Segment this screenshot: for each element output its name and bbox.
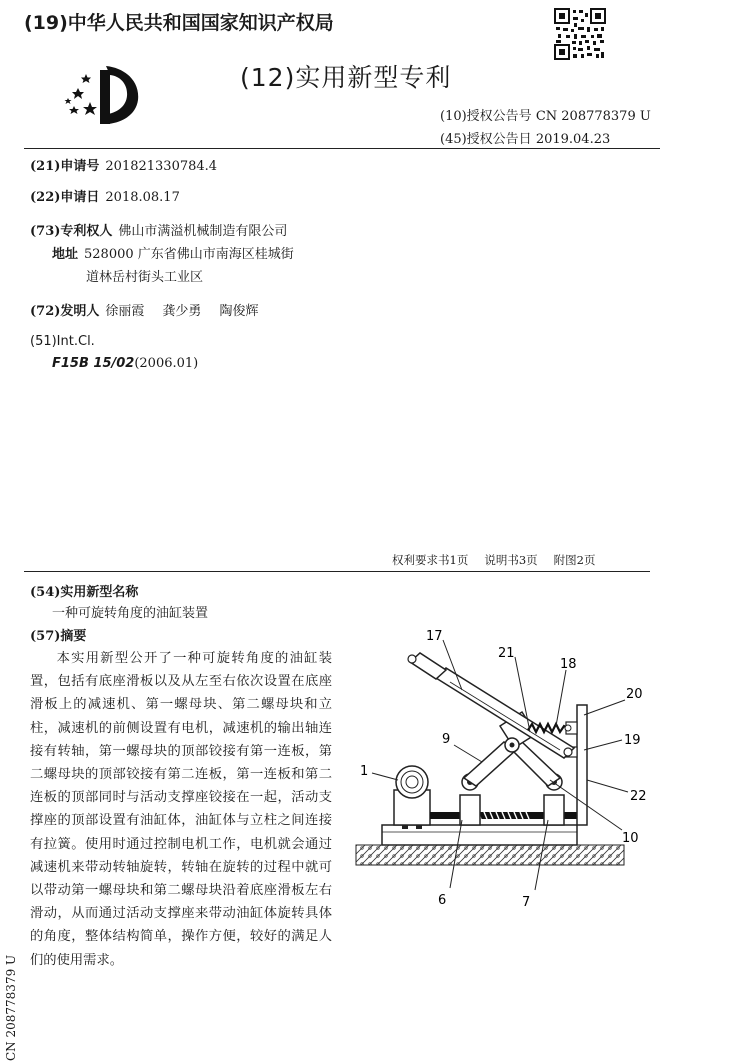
inventors	[30, 300, 258, 319]
label-19: 19	[624, 733, 641, 748]
label-20: 20	[626, 687, 643, 702]
int-cl-code-value: F15B 15/02	[52, 356, 135, 371]
upright-column	[577, 705, 587, 825]
side-text: CN 208778379 U	[4, 954, 18, 1061]
label-1: 1	[360, 764, 369, 779]
app-date-value: 2018.08.17	[105, 190, 180, 205]
inventor-1: 徐丽霞	[105, 304, 145, 319]
page-counts	[392, 552, 611, 568]
application-date	[30, 186, 180, 205]
drawing-pages: 附图2页	[553, 553, 596, 567]
label-18: 18	[560, 657, 577, 672]
inventor-label: (72)发明人	[30, 304, 100, 319]
section-57-label: (57)摘要	[30, 629, 87, 644]
page-count-divider	[24, 571, 650, 572]
app-no-value: 201821330784.4	[105, 159, 218, 174]
qr-code	[554, 8, 606, 60]
int-cl-date: (2006.01)	[134, 356, 199, 371]
claims-pages: 权利要求书1页	[392, 553, 469, 567]
label-21: 21	[498, 646, 515, 661]
patentee-value: 佛山市满溢机械制造有限公司	[118, 224, 288, 239]
label-7: 7	[522, 895, 531, 910]
document-type: (12)实用新型专利	[240, 63, 452, 92]
address	[52, 243, 294, 262]
cnipa-logo	[60, 62, 144, 128]
address-line2: 道林岳村街头工业区	[86, 270, 204, 285]
inventor-3: 陶俊辉	[219, 304, 259, 319]
first-nut-block	[460, 795, 480, 825]
header-divider	[24, 148, 660, 149]
label-6: 6	[438, 893, 447, 908]
abstract-text: 本实用新型公开了一种可旋转角度的油缸装置，包括有底座滑板以及从左至右依次设置在底座滑板上的减速机、第一螺母块、第二螺母块和立柱，减速机的前侧设置有电机，减速机的输出轴连接有转轴，第一螺母块的顶部铰接有第一连板，第二螺母块的顶部铰接有第二连板，第一连板和第二连板的顶部同时与活动支撑座铰接在一起，活动支撑座的顶部设置有油缸体，油缸体与立柱之间连接有拉簧。使用时通过控制电机工作，电机就会通过减速机来带动转轴旋转，转轴在旋转的过程中就可以带动第一螺母块和第二螺母块沿着底座滑板左右滑动，从而通过活动支撑座来带动油缸体旋转具体的角度，整体结构简单，操作方便，较好的满足人们的使用需求。	[30, 651, 332, 968]
int-cl-code	[52, 356, 198, 371]
inventor-2: 龚少勇	[162, 304, 202, 319]
application-number	[30, 155, 217, 174]
abstract-figure	[350, 620, 680, 920]
office-name: (19)中华人民共和国国家知识产权局	[24, 12, 334, 34]
side-publication-number	[0, 955, 18, 1061]
description-pages: 说明书3页	[484, 553, 538, 567]
address-label: 地址	[52, 247, 79, 262]
int-cl-label: (51)Int.Cl.	[30, 334, 95, 349]
label-22: 22	[630, 789, 647, 804]
patentee	[30, 220, 287, 239]
app-date-label: (22)申请日	[30, 190, 100, 205]
publication-number: (10)授权公告号 CN 208778379 U	[440, 109, 651, 124]
utility-model-title: 一种可旋转角度的油缸装置	[52, 606, 209, 621]
label-10: 10	[622, 831, 639, 846]
section-54-label: (54)实用新型名称	[30, 585, 139, 600]
app-no-label: (21)申请号	[30, 159, 100, 174]
oil-cylinder-body	[408, 653, 574, 758]
ground-slab	[356, 845, 624, 865]
second-nut-block	[544, 795, 564, 825]
base-slide-plate	[382, 825, 577, 845]
address-line1: 528000 广东省佛山市南海区桂城街	[84, 247, 294, 262]
patentee-label: (73)专利权人	[30, 224, 113, 239]
label-17: 17	[426, 629, 443, 644]
publication-date: (45)授权公告日 2019.04.23	[440, 132, 611, 147]
label-9: 9	[442, 732, 451, 747]
